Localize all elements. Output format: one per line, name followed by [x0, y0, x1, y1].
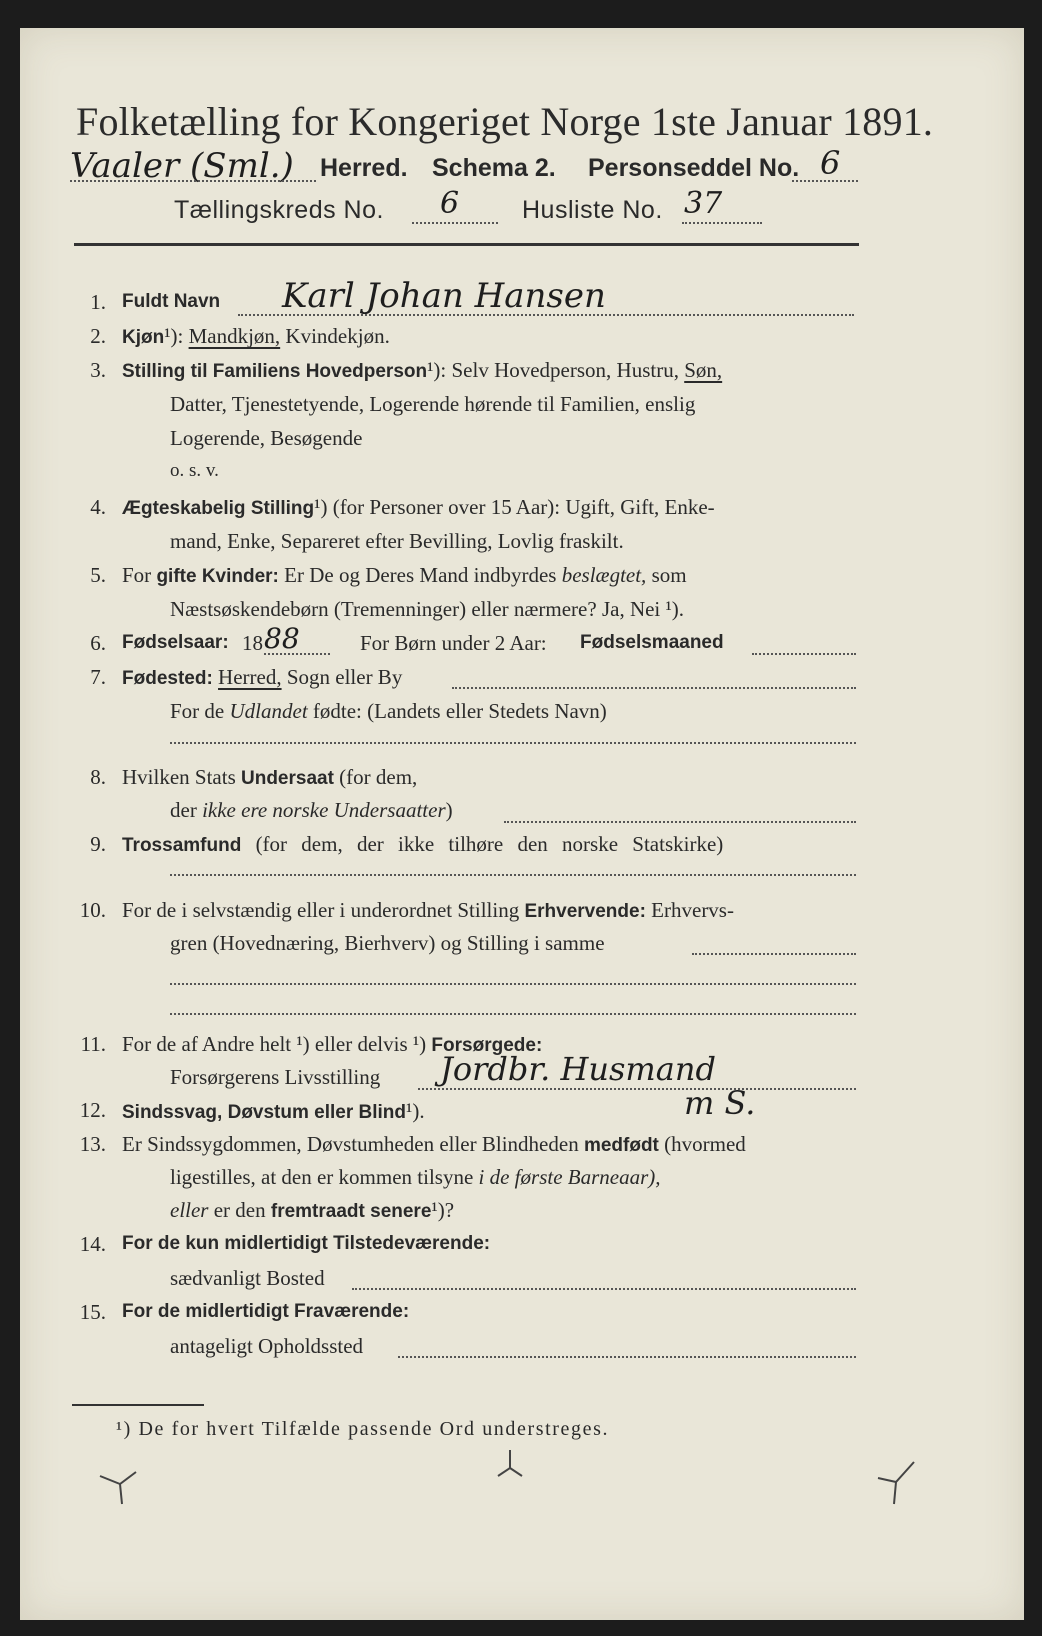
item-6-label-2: Fødselsmaaned: [580, 632, 724, 653]
item-3-options: Selv Hovedperson, Hustru,: [451, 358, 679, 382]
item-14-dotted-line: [352, 1288, 856, 1290]
item-8-line-1: [122, 765, 417, 790]
item-6-year-dotted-line: [264, 653, 330, 655]
item-6-year-prefix: 18: [242, 631, 263, 655]
personseddel-handwritten: 6: [820, 144, 841, 182]
item-11-text: For de af Andre helt ¹) eller delvis ¹): [122, 1032, 427, 1056]
item-13-text-b: (hvormed: [664, 1132, 746, 1156]
item-3-number: 3.: [90, 358, 106, 382]
item-9-dotted-line: [170, 874, 856, 876]
item-5-for: For: [122, 563, 152, 587]
item-8-der: der: [170, 798, 197, 822]
item-4-line-1: [122, 495, 715, 520]
item-7-dotted-line: [452, 687, 856, 689]
item-8-text-b: (for dem,: [339, 765, 418, 789]
kreds-dotted-line: [412, 222, 498, 224]
item-13-text-d: i de første Barneaar),: [478, 1165, 661, 1189]
item-2-option-mandkjon: Mandkjøn,: [188, 324, 281, 348]
item-8-line-2: der ikke ere norske Undersaatter): [170, 798, 453, 822]
item-15-line-2: antageligt Opholdssted: [170, 1334, 364, 1358]
herred-handwritten: Vaaler (Sml.): [70, 146, 294, 186]
item-12-line-1: [122, 1099, 425, 1124]
item-10-dotted-line-2: [170, 983, 856, 985]
item-8-text-a: Hvilken Stats: [122, 765, 236, 789]
footnote-rule: [72, 1404, 204, 1406]
item-5-text-som: som: [651, 563, 687, 587]
kreds-handwritten: 6: [440, 186, 460, 221]
item-1-label: Fuldt Navn: [122, 291, 221, 312]
item-7-fodte: fødte: (Landets eller Stedets Navn): [312, 699, 607, 723]
item-12-label: Sindssvag, Døvstum eller Blind: [122, 1102, 407, 1123]
item-13-line-1: [122, 1132, 746, 1157]
item-10-text-b: Erhvervs-: [651, 898, 734, 922]
item-15-dotted-line: [398, 1356, 856, 1358]
birth-year-handwritten: 88: [264, 622, 300, 655]
herred-label: Herred.: [320, 154, 408, 182]
item-7-number: 7.: [90, 665, 106, 689]
item-7-option-herred: Herred,: [218, 665, 282, 689]
item-5-line-2: Næstsøskendebørn (Tremenninger) eller nærmere? Ja, Nei ¹).: [170, 597, 685, 621]
item-6-label: Fødselsaar:: [122, 632, 229, 653]
item-15-number: 15.: [79, 1300, 106, 1324]
item-2-row: [122, 324, 390, 349]
item-10-dotted-line-3: [170, 1013, 856, 1015]
item-4-line-2: mand, Enke, Separeret efter Bevilling, Lovlig fraskilt.: [170, 529, 624, 553]
item-14-label: For de kun midlertidigt Tilstedeværende:: [122, 1233, 491, 1254]
item-7-for-de: For de: [170, 699, 225, 723]
item-9-text: (for dem, der ikke tilhøre den norske Statskirke): [255, 832, 724, 856]
item-1-dotted-line: [238, 314, 854, 316]
item-11-dotted-line: [418, 1088, 856, 1090]
item-7-udlandet: Udlandet: [229, 699, 308, 723]
item-2-option-kvindekjon: Kvindekjøn.: [285, 324, 390, 348]
item-4-label: Ægteskabelig Stilling: [122, 498, 315, 519]
personseddel-dotted-line: [792, 180, 858, 182]
item-12-handwritten: m S.: [684, 1084, 756, 1122]
item-6-month-dotted-line: [752, 653, 856, 655]
item-13-line-3: [170, 1198, 454, 1223]
item-13-eller: eller: [170, 1198, 209, 1222]
item-10-line-1: [122, 898, 734, 923]
item-7-label: Fødested:: [122, 668, 213, 689]
item-7-line-2: [170, 699, 607, 724]
item-5-text-a: Er De og Deres Mand indbyrdes: [284, 563, 557, 587]
item-8-dotted-line: [504, 821, 856, 823]
item-13-text-c: ligestilles, at den er kommen tilsyne: [170, 1165, 474, 1189]
item-3-sup: ¹):: [427, 358, 447, 382]
item-3-option-son: Søn,: [684, 358, 723, 382]
herred-dotted-line: [70, 180, 316, 182]
item-10-number: 10.: [79, 898, 106, 922]
item-6-under2-text: For Børn under 2 Aar:: [360, 631, 547, 655]
item-7-foreign-dotted-line: [170, 742, 856, 744]
item-3-line-3: Logerende, Besøgende: [170, 426, 363, 450]
census-form-page: [20, 28, 1024, 1620]
item-12-number: 12.: [79, 1098, 106, 1122]
item-14-number: 14.: [79, 1232, 106, 1256]
item-10-label: Erhvervende:: [524, 901, 646, 922]
item-2-label: Kjøn: [122, 327, 165, 348]
item-13-number: 13.: [79, 1132, 106, 1156]
crop-mark-center-icon: [490, 1440, 530, 1490]
item-8-label: Undersaat: [241, 768, 334, 789]
item-9-line-1: [122, 832, 723, 857]
item-3-line-2: Datter, Tjenestetyende, Logerende hørende til Familien, enslig: [170, 392, 696, 416]
item-3-line-4: o. s. v.: [170, 460, 219, 481]
item-8-ikke-norske: ikke ere norske Undersaatter: [202, 798, 446, 822]
item-5-text-beslaegtet: beslægtet,: [561, 563, 647, 587]
item-10-text-a: For de i selvstændig eller i underordnet Stilling: [122, 898, 520, 922]
item-11-number: 11.: [80, 1032, 106, 1056]
full-name-handwritten: Karl Johan Hansen: [282, 276, 606, 316]
item-8-number: 8.: [90, 765, 106, 789]
item-7-options-rest: Sogn eller By: [286, 665, 403, 689]
item-5-label: gifte Kvinder:: [156, 566, 279, 587]
item-11-label: Forsørgede:: [431, 1035, 543, 1056]
item-13-label: medfødt: [583, 1135, 659, 1156]
item-2-sup: ¹):: [164, 324, 184, 348]
item-2-number: 2.: [90, 324, 106, 348]
item-7-line-1: [122, 665, 402, 690]
item-15-label: For de midlertidigt Fraværende:: [122, 1301, 410, 1322]
item-11-line-2: Forsørgerens Livsstilling: [170, 1065, 381, 1089]
item-3-label: Stilling til Familiens Hovedperson: [122, 361, 428, 382]
item-5-line-1: [122, 563, 687, 588]
item-10-dotted-line-1: [692, 953, 856, 955]
crop-mark-right-icon: [870, 1448, 930, 1508]
forsorger-livsstilling-handwritten: Jordbr. Husmand: [440, 1050, 716, 1088]
item-13-sup: ¹)?: [431, 1198, 455, 1222]
item-4-text: ¹) (for Personer over 15 Aar): Ugift, Gift, Enke-: [314, 495, 715, 519]
footnote: ¹) De for hvert Tilfælde passende Ord understreges.: [116, 1418, 610, 1440]
item-9-number: 9.: [90, 832, 106, 856]
header-rule: [74, 243, 859, 246]
item-9-label: Trossamfund: [122, 835, 242, 856]
item-14-line-2: sædvanligt Bosted: [170, 1266, 325, 1290]
item-6-number: 6.: [90, 631, 106, 655]
item-12-sup: ¹).: [406, 1099, 425, 1123]
kreds-label: Tællingskreds No.: [174, 196, 384, 224]
crop-mark-left-icon: [90, 1448, 150, 1508]
form-title: Folketælling for Kongeriget Norge 1ste Januar 1891.: [76, 99, 934, 144]
personseddel-label: Personseddel No.: [588, 154, 800, 182]
item-13-line-2: [170, 1165, 661, 1190]
husliste-handwritten: 37: [684, 186, 723, 221]
item-3-line-1: [122, 358, 722, 383]
item-1-number: 1.: [90, 290, 106, 314]
item-13-fremtraadt: fremtraadt senere: [270, 1201, 432, 1222]
schema-label: Schema 2.: [432, 154, 556, 182]
item-13-er-den: er den: [213, 1198, 266, 1222]
item-13-text-a: Er Sindssygdommen, Døvstumheden eller Blindheden: [122, 1132, 579, 1156]
item-4-number: 4.: [90, 495, 106, 519]
item-5-number: 5.: [90, 563, 106, 587]
item-10-line-2: gren (Hovednæring, Bierhverv) og Stilling i samme: [170, 931, 605, 955]
husliste-dotted-line: [682, 222, 762, 224]
husliste-label: Husliste No.: [522, 196, 663, 224]
